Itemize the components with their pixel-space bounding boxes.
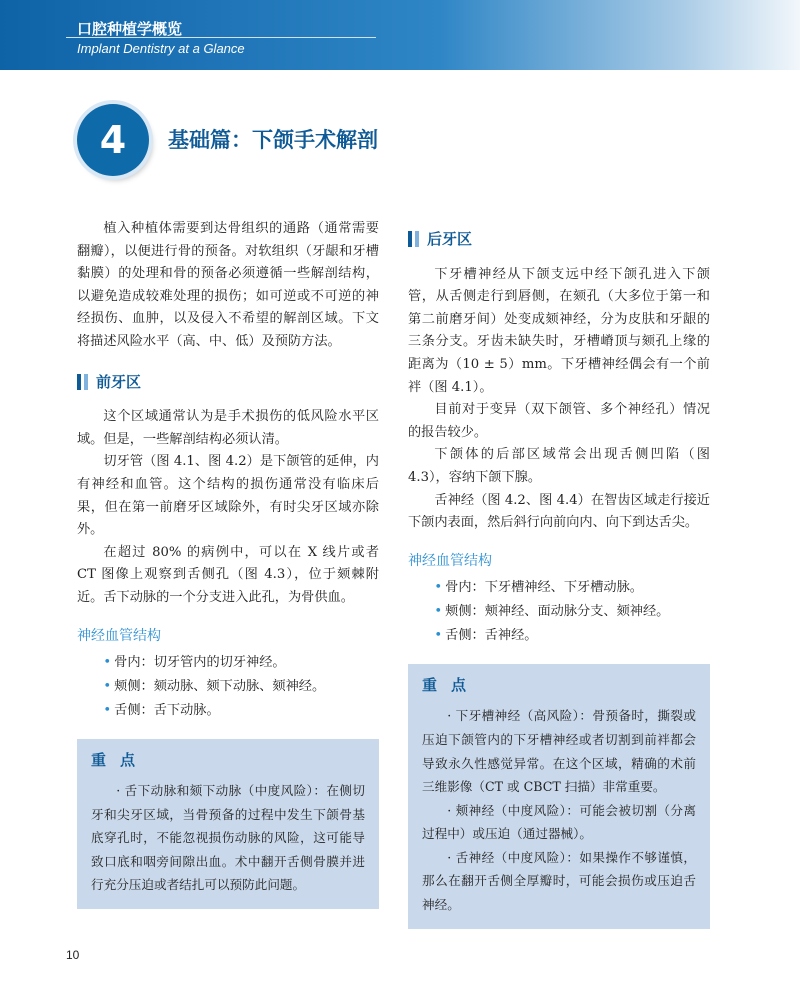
bullet-dot-icon: •	[103, 678, 112, 694]
bullet-dot-icon: •	[103, 654, 112, 670]
section-heading-anterior: 前牙区	[77, 371, 379, 394]
body-paragraph: 在超过 80% 的病例中，可以在 X 线片或者 CT 图像上观察到舌侧孔（图 4.3），位于颏棘附近。舌下动脉的一个分支进入此孔，为骨供血。	[77, 544, 379, 605]
subheading-neurovascular: 神经血管结构	[77, 627, 161, 644]
body-paragraph: 切牙管（图 4.1、图 4.2）是下颌管的延伸，内有神经和血管。这个结构的损伤通常没有临床后果，但在第一前磨牙区域除外，有时尖牙区域亦除外。	[77, 454, 379, 538]
body-paragraph: 目前对于变异（双下颌管、多个神经孔）情况的报告较少。	[408, 402, 710, 440]
section-marker-icon	[415, 231, 419, 247]
bullet-dot-icon: •	[434, 603, 443, 619]
bullet-dot-icon: •	[434, 627, 443, 643]
list-item: • 骨内：切牙管内的切牙神经。	[103, 654, 286, 670]
key-point: · 舌下动脉和颏下动脉（中度风险）：在侧切牙和尖牙区域，当骨预备的过程中发生下颌骨基底穿孔时，不能忽视损伤动脉的风险，这可能导致口底和咽旁间隙出血。术中翻开舌侧骨膜并进行充分压迫或者结扎可以预防此问题。	[91, 783, 365, 893]
chapter-title: 基础篇：下颌手术解剖	[168, 128, 378, 152]
bullet-dot-icon: •	[103, 702, 112, 718]
list-item: • 颊侧：颊神经、面动脉分支、颏神经。	[434, 603, 670, 619]
page-number: 10	[66, 948, 80, 962]
key-points-box	[408, 664, 710, 929]
section-marker-icon	[84, 374, 88, 390]
list-item: • 舌侧：舌神经。	[434, 627, 538, 643]
subheading-neurovascular: 神经血管结构	[408, 552, 492, 569]
body-paragraph: 舌神经（图 4.2、图 4.4）在智齿区域走行接近下颌内表面，然后斜行向前向内、向下到达舌尖。	[408, 492, 710, 531]
key-points-title: 重点	[91, 750, 150, 769]
intro-paragraph: 植入种植体需要到达骨组织的通路（通常需要翻瓣），以便进行骨的预备。对软组织（牙龈和牙槽黏膜）的处理和骨的预备必须遵循一些解剖结构，以避免造成较难处理的损伤；如可逆或不可逆的神经损伤、血肿，以及侵入不希望的解剖区域。下文将描述风险水平（高、中、低）及预防方法。	[77, 221, 379, 349]
key-point: · 颊神经（中度风险）：可能会被切割（分离过程中）或压迫（通过器械）。	[422, 802, 696, 842]
book-title-cn: 口腔种植学概览	[77, 20, 183, 38]
section-marker-icon	[408, 231, 412, 247]
book-title-en: Implant Dentistry at a Glance	[77, 41, 245, 56]
page-header	[0, 0, 800, 70]
bullet-list	[408, 576, 710, 648]
section-marker-icon	[77, 374, 81, 390]
key-points-title: 重点	[422, 675, 481, 694]
section-heading-posterior: 后牙区	[408, 228, 710, 251]
body-paragraph: 下牙槽神经从下颌支远中经下颌孔进入下颌管，从舌侧走行到唇侧，在颏孔（大多位于第一和第二前磨牙间）处变成颏神经，分为皮肤和牙龈的三条分支。牙齿未缺失时，牙槽嵴顶与颏孔上缘的距离为（10 ± 5）mm。下牙槽神经偶会有一个前袢（图 4.1）。	[408, 266, 710, 395]
body-paragraph: 这个区域通常认为是手术损伤的低风险水平区域。但是，一些解剖结构必须认清。	[77, 409, 379, 447]
body-paragraph: 下颌体的后部区域常会出现舌侧凹陷（图 4.3），容纳下颌下腺。	[408, 447, 710, 485]
key-point: · 舌神经（中度风险）：如果操作不够谨慎，那么在翻开舌侧全厚瓣时，可能会损伤或压迫舌神经。	[422, 849, 696, 913]
chapter-number-badge: 4	[77, 104, 149, 176]
list-item: • 骨内：下牙槽神经、下牙槽动脉。	[434, 579, 643, 595]
list-item: • 舌侧：舌下动脉。	[103, 702, 220, 718]
bullet-list	[77, 651, 379, 723]
left-column	[77, 218, 379, 909]
right-column	[408, 218, 710, 929]
bullet-dot-icon: •	[434, 579, 443, 595]
key-points-box	[77, 739, 379, 910]
key-point: · 下牙槽神经（高风险）：骨预备时，撕裂或压迫下颌管内的下牙槽神经或者切割到前袢都会导致永久性感觉异常。在这个区域，精确的术前三维影像（CT 或 CBCT 扫描）非常重要。	[422, 708, 696, 795]
list-item: • 颊侧：颏动脉、颏下动脉、颏神经。	[103, 678, 326, 694]
